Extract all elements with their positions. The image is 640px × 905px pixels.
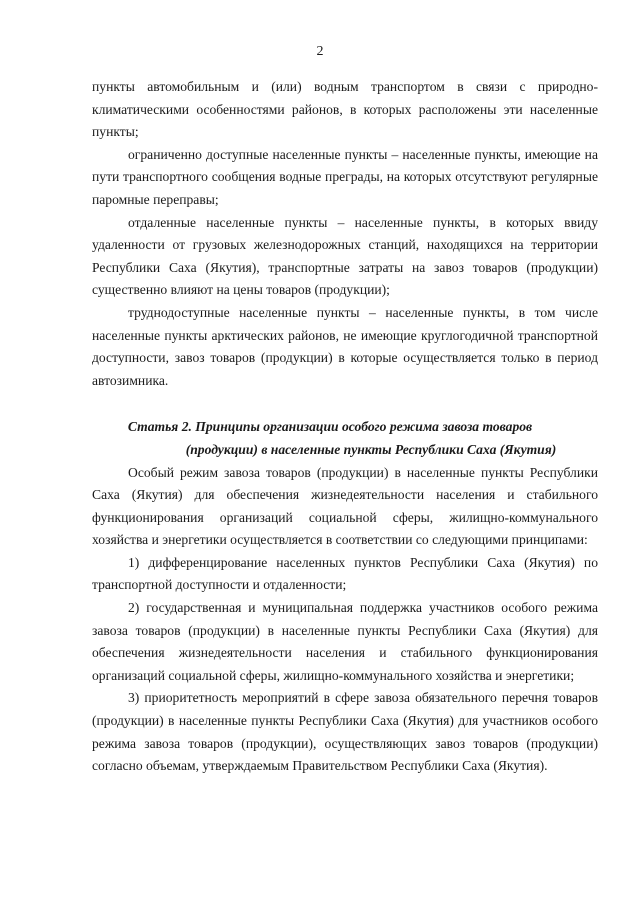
- paragraph-principle-1: 1) дифференцирование населенных пунктов Республики Саха (Якутия) по транспортной доступности и отдаленности;: [92, 554, 598, 593]
- paragraph-regime-principles: Особый режим завоза товаров (продукции) в населенные пункты Республики Саха (Якутия) для обеспечения жизнедеятельности населения и стабильного функционирования организаций социальной сферы, жилищно-коммунального хозяйства и энергетики осуществляется в соответствии со следующими принципами:: [92, 464, 598, 548]
- paragraph-principle-2: 2) государственная и муниципальная поддержка участников особого режима завоза товаров (продукции) в населенные пункты Республики Саха (Якутия) для обеспечения жизнедеятельности населения и стабильного функционирования организаций социальной сферы, жилищно-коммунального хозяйства и энергетики;: [92, 600, 598, 683]
- document-body: [92, 76, 598, 778]
- article-title: [92, 416, 598, 461]
- paragraph-continuation: пункты автомобильным и (или) водным транспортом в связи с природно-климатическими особенностями районов, в которых расположены эти населенные пункты;: [92, 79, 598, 140]
- paragraph-hard-to-reach: труднодоступные населенные пункты – населенные пункты, в том числе населенные пункты арктических районов, не имеющие круглогодичной транспортной доступности, завоз товаров (продукции) в которые осуществляется только в период автозимника.: [92, 304, 598, 388]
- article-title-line2: (продукции) в населенные пункты Республики Саха (Якутия): [185, 441, 557, 457]
- paragraph-limited-access: ограниченно доступные населенные пункты – населенные пункты, имеющие на пути транспортного сообщения водные преграды, на которых отсутствуют регулярные паромные переправы;: [92, 146, 598, 207]
- article-title-line1: Статья 2. Принципы организации особого режима завоза товаров: [127, 419, 533, 435]
- paragraph-principle-3: 3) приоритетность мероприятий в сфере завоза обязательного перечня товаров (продукции) в населенные пункты Республики Саха (Якутия) для участников особого режима завоза товаров (продукции), осуществляющих завоз товаров (продукции) согласно объемам, утверждаемым Правительством Республики Саха (Якутия).: [92, 690, 598, 774]
- page-number: 2: [316, 44, 324, 59]
- paragraph-remote: отдаленные населенные пункты – населенные пункты, в которых ввиду удаленности от грузовых железнодорожных станций, находящихся на территории Республики Саха (Якутия), транспортные затраты на завоз товаров (продукции) существенно влияют на цены товаров (продукции);: [92, 214, 598, 298]
